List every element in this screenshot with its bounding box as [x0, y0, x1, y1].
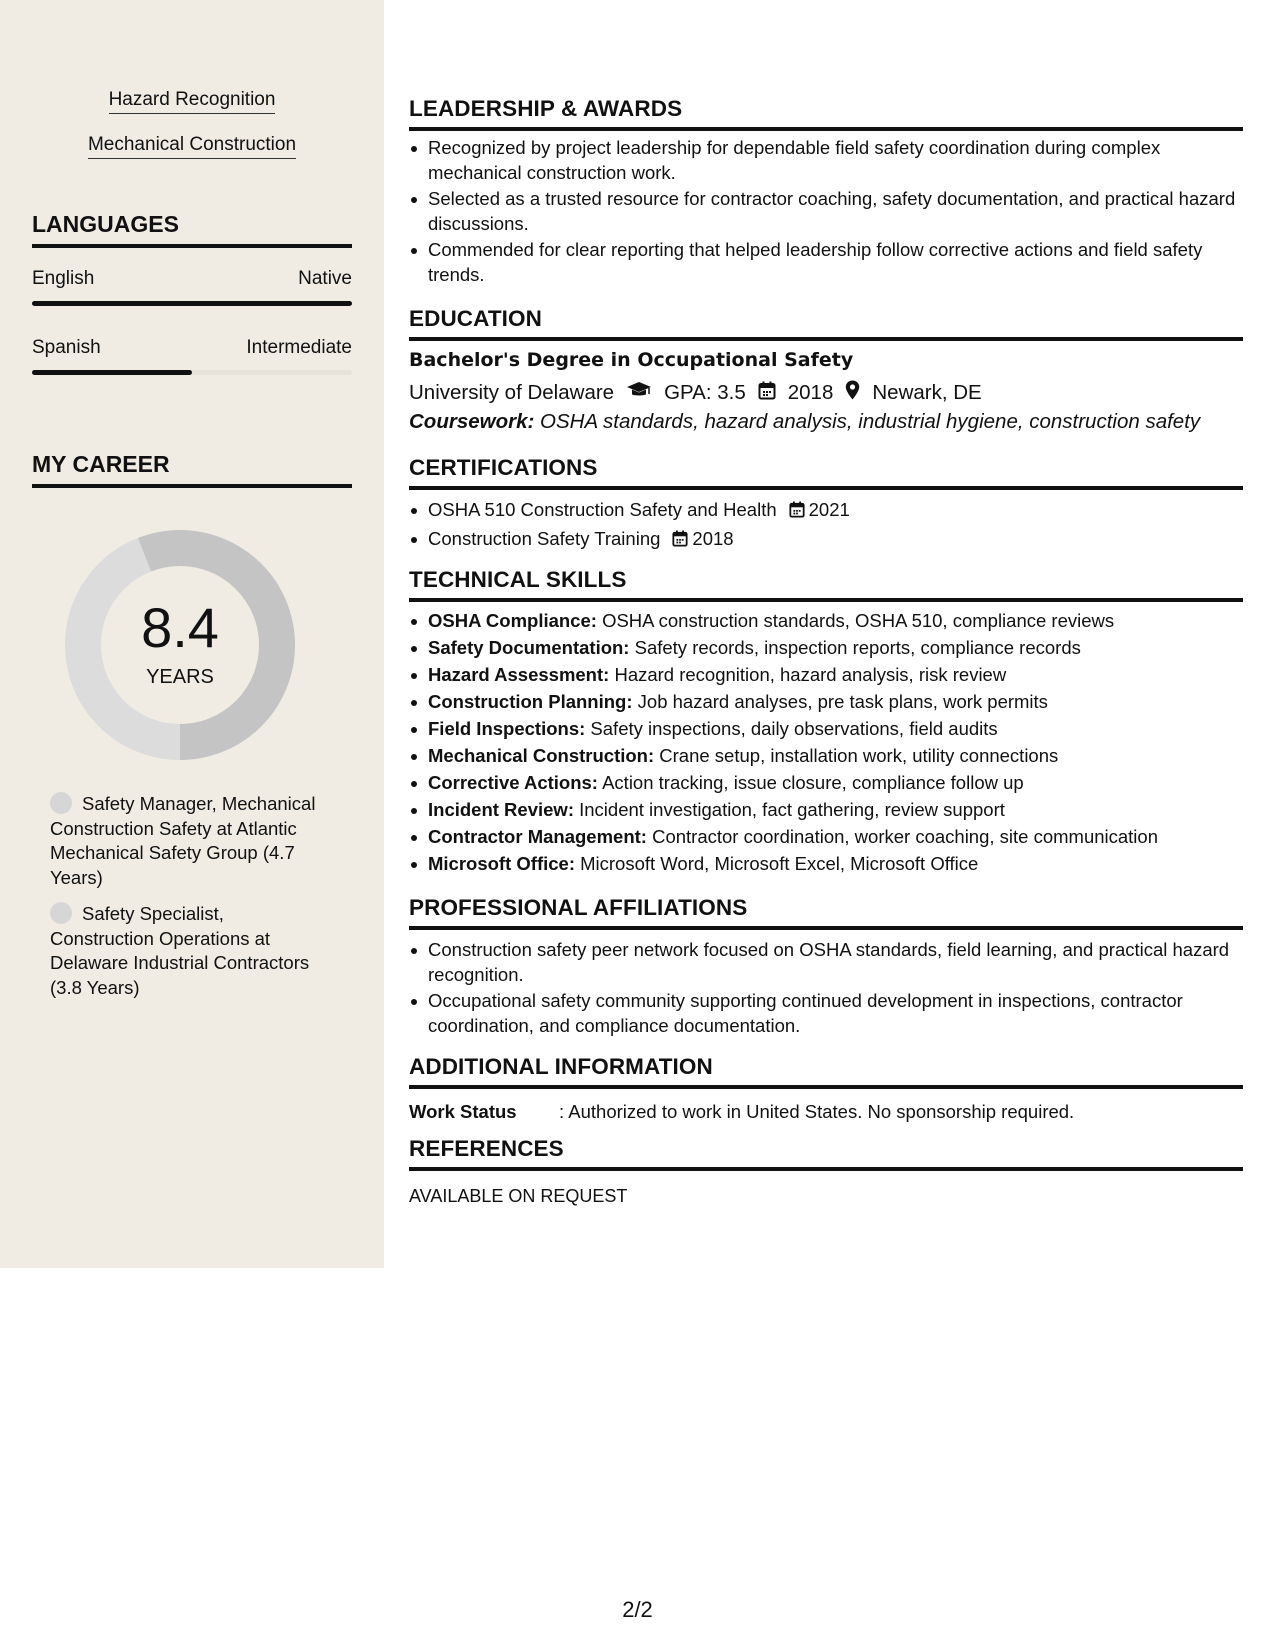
page-number: 2/2 — [622, 1597, 653, 1622]
list-item — [409, 498, 1243, 525]
certification-year: 2021 — [808, 499, 850, 520]
list-item — [409, 852, 1243, 877]
list-item — [409, 744, 1243, 769]
affiliations-heading: PROFESSIONAL AFFILIATIONS — [409, 895, 1243, 930]
list-item — [409, 717, 1243, 742]
language-bar — [32, 370, 352, 375]
career-total-unit: YEARS — [146, 666, 214, 688]
list-item — [409, 771, 1243, 796]
skill-label: Contractor Management: — [428, 826, 647, 847]
coursework — [409, 410, 1200, 434]
language-row-english — [32, 268, 352, 312]
references-text: AVAILABLE ON REQUEST — [409, 1186, 628, 1206]
calendar-icon — [672, 529, 688, 554]
graduation-cap-icon — [626, 381, 652, 405]
skill-tag: Hazard Recognition — [0, 89, 384, 111]
language-row-spanish — [32, 337, 352, 381]
career-dot-icon — [50, 792, 72, 814]
coursework-text: OSHA standards, hazard analysis, industrial hygiene, construction safety — [540, 410, 1201, 433]
certification-name: OSHA 510 Construction Safety and Health — [428, 499, 777, 520]
language-bar — [32, 301, 352, 306]
skill-label: Mechanical Construction: — [428, 745, 655, 766]
coursework-label: Coursework: — [409, 410, 535, 433]
location-pin-icon — [845, 380, 860, 406]
list-item: Recognized by project leadership for dependable field safety coordination during complex mechanical construction work. — [409, 136, 1243, 185]
technical-skills-list — [409, 609, 1243, 879]
career-item: Safety Manager, Mechanical Construction Safety at Atlantic Mechanical Safety Group (4.7 Years) — [50, 793, 316, 888]
career-heading: MY CAREER — [32, 451, 352, 488]
certification-name: Construction Safety Training — [428, 527, 661, 549]
calendar-icon — [758, 381, 776, 406]
list-item — [409, 636, 1243, 661]
skill-label: Incident Review: — [428, 799, 574, 820]
certifications-heading: CERTIFICATIONS — [409, 455, 1243, 490]
skill-text: OSHA construction standards, OSHA 510, compliance reviews — [602, 610, 1115, 631]
location: Newark, DE — [872, 381, 982, 404]
leadership-list — [409, 136, 1243, 287]
gpa: GPA: 3.5 — [664, 381, 746, 404]
education-details — [409, 380, 982, 406]
list-item: Commended for clear reporting that helped leadership follow corrective actions and field safety trends. — [409, 238, 1243, 287]
career-item: Safety Specialist, Construction Operations at Delaware Industrial Contractors (3.8 Years) — [50, 903, 310, 998]
skill-text: Crane setup, installation work, utility connections — [659, 745, 1059, 766]
skill-tag: Mechanical Construction — [0, 134, 384, 156]
graduation-year: 2018 — [787, 381, 834, 404]
list-item — [409, 663, 1243, 688]
additional-info-heading: ADDITIONAL INFORMATION — [409, 1054, 1243, 1089]
list-item — [409, 798, 1243, 823]
skill-text: Safety records, inspection reports, compliance records — [634, 637, 1081, 658]
list-item — [409, 690, 1243, 715]
skill-text: Safety inspections, daily observations, field audits — [590, 718, 998, 739]
references-heading: REFERENCES — [409, 1136, 1243, 1171]
leadership-heading: LEADERSHIP & AWARDS — [409, 96, 1243, 131]
languages-heading: LANGUAGES — [32, 211, 352, 248]
skill-label: Field Inspections: — [428, 718, 586, 739]
skill-text: Job hazard analyses, pre task plans, work permits — [637, 691, 1048, 712]
language-bar-fill — [32, 370, 192, 375]
career-dot-icon — [50, 902, 72, 924]
skill-text: Hazard recognition, hazard analysis, risk review — [614, 664, 1007, 685]
school-name: University of Delaware — [409, 381, 615, 404]
career-total-years: 8.4 — [141, 596, 219, 659]
language-name: Spanish — [32, 337, 101, 358]
language-level: Intermediate — [246, 337, 352, 358]
language-level: Native — [298, 268, 352, 289]
list-item — [409, 825, 1243, 850]
skill-text: Contractor coordination, worker coaching, site communication — [652, 826, 1158, 847]
list-item — [409, 527, 1243, 554]
skill-text: Incident investigation, fact gathering, review support — [579, 799, 1005, 820]
sidebar — [0, 0, 384, 1268]
skill-label: Safety Documentation: — [428, 637, 630, 658]
list-item: Construction safety peer network focused on OSHA standards, field learning, and practical hazard recognition. — [409, 938, 1243, 987]
work-status-value: : Authorized to work in United States. No sponsorship required. — [559, 1101, 1075, 1122]
skill-label: Construction Planning: — [428, 691, 633, 712]
technical-skills-heading: TECHNICAL SKILLS — [409, 567, 1243, 602]
skill-label: Hazard Assessment: — [428, 664, 610, 685]
certification-year: 2018 — [692, 527, 734, 549]
education-heading: EDUCATION — [409, 306, 1243, 341]
skill-label: Corrective Actions: — [428, 772, 598, 793]
language-name: English — [32, 268, 95, 289]
list-item: Occupational safety community supporting continued development in inspections, contractor coordination, and compliance documentation. — [409, 989, 1243, 1038]
list-item — [409, 609, 1243, 634]
calendar-icon — [789, 500, 805, 525]
work-status-label: Work Status — [409, 1101, 517, 1122]
skill-text: Action tracking, issue closure, compliance follow up — [602, 772, 1024, 793]
affiliations-list — [409, 938, 1243, 1038]
skill-label: Microsoft Office: — [428, 853, 575, 874]
language-bar-fill — [32, 301, 352, 306]
skill-text: Microsoft Word, Microsoft Excel, Microsoft Office — [580, 853, 979, 874]
skill-label: OSHA Compliance: — [428, 610, 597, 631]
degree-title: Bachelor's Degree in Occupational Safety — [409, 349, 854, 371]
work-status — [409, 1101, 1074, 1123]
list-item: Selected as a trusted resource for contractor coaching, safety documentation, and practical hazard discussions. — [409, 187, 1243, 236]
certifications-list — [409, 498, 1243, 553]
